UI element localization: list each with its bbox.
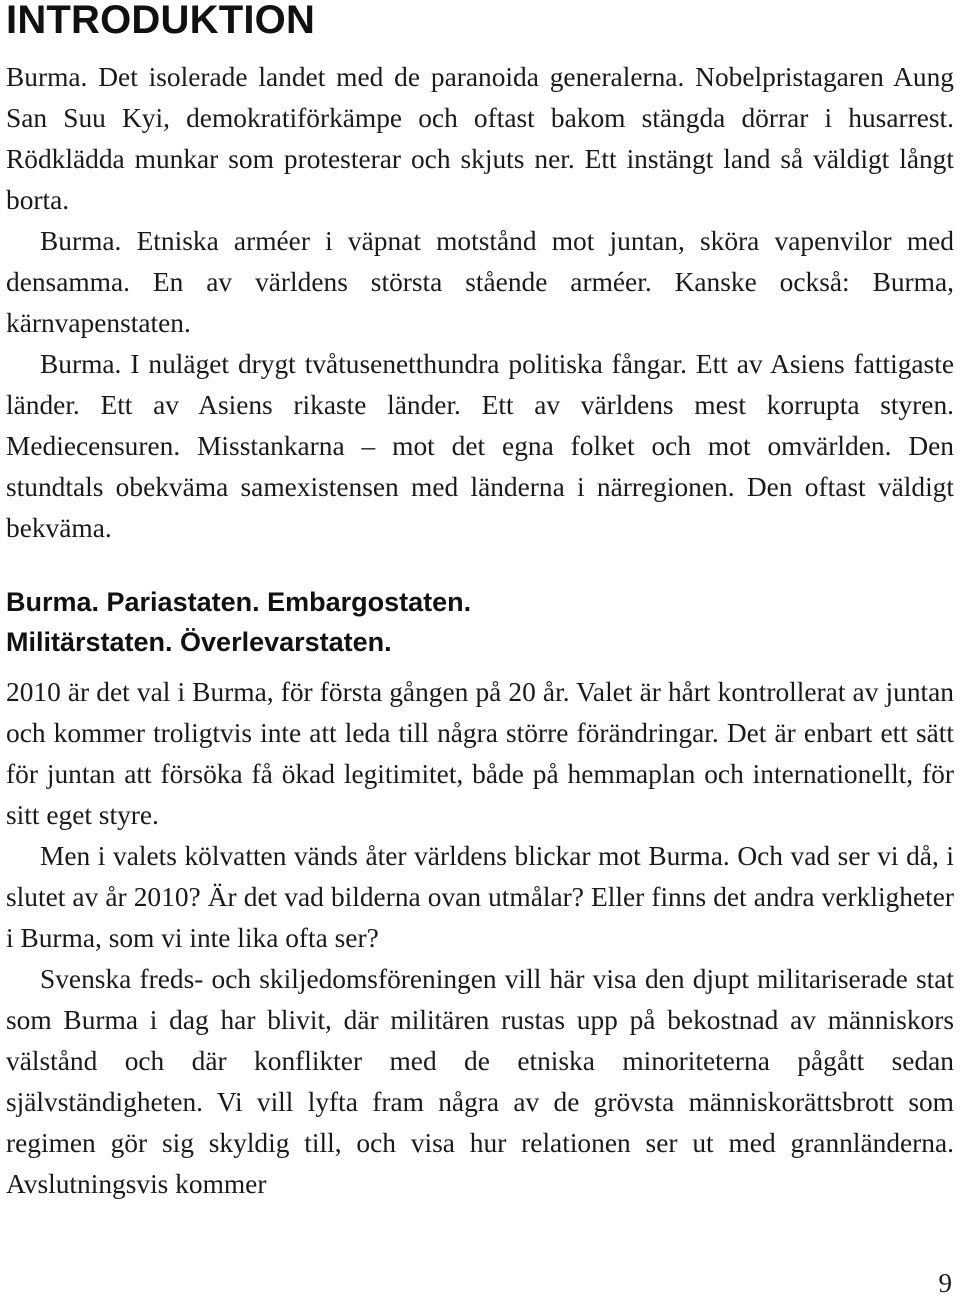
intro-paragraph-2: Burma. Etniska arméer i väpnat motstånd mot juntan, sköra vapenvilor med densamma. En av världens största stående arméer. Kanske också: Burma, kärnvapenstaten. bbox=[6, 226, 954, 338]
intro-paragraph-3: Burma. I nuläget drygt tvåtusenetthundra politiska fångar. Ett av Asiens fattigaste länder. Ett av Asiens rikaste länder. Ett av världens mest korrupta styren. Mediecensuren. Misstankarna – mot det egna folket och mot omvärlden. Den stundtals obekväma samexistensen med länderna i närregionen. Den oftast väldigt bekväma. bbox=[6, 349, 954, 543]
page-heading: INTRODUKTION bbox=[6, 0, 316, 42]
subheading-line-2: Militärstaten. Överlevarstaten. bbox=[6, 627, 392, 657]
subheading-block bbox=[6, 582, 954, 662]
main-paragraph-1: 2010 är det val i Burma, för första gången på 20 år. Valet är hårt kontrollerat av juntan och kommer troligtvis inte att leda till några större förändringar. Det är enbart ett sätt för juntan att försöka få ökad legitimitet, både på hemmaplan och internationellt, för sitt eget styre. bbox=[6, 677, 954, 830]
intro-paragraph-1: Burma. Det isolerade landet med de paranoida generalerna. Nobelpristagaren Aung San Suu Kyi, demokratiförkämpe och oftast bakom stängda dörrar i husarrest. Rödklädda munkar som protesterar och skjuts ner. Ett instängt land så väldigt långt borta. bbox=[6, 62, 954, 215]
main-paragraph-3: Svenska freds- och skiljedomsföreningen vill här visa den djupt militariserade stat som Burma i dag har blivit, där militären rustas upp på bekostnad av människors välstånd och där konflikter med de etniska minoriteterna pågått sedan självständigheten. Vi vill lyfta fram några av de grövsta människorättsbrott som regimen gör sig skyldig till, och visa hur relationen ser ut med grannländerna. Avslutningsvis kommer bbox=[6, 964, 954, 1199]
main-section bbox=[6, 672, 954, 1205]
main-paragraph-2: Men i valets kölvatten vänds åter världens blickar mot Burma. Och vad ser vi då, i slutet av år 2010? Är det vad bilderna ovan utmålar? Eller finns det andra verkligheter i Burma, som vi inte lika ofta ser? bbox=[6, 841, 954, 953]
document-page bbox=[6, 0, 954, 1205]
subheading-line-1: Burma. Pariastaten. Embargostaten. bbox=[6, 587, 472, 617]
intro-section bbox=[6, 57, 954, 549]
page-number: 9 bbox=[938, 1268, 952, 1298]
